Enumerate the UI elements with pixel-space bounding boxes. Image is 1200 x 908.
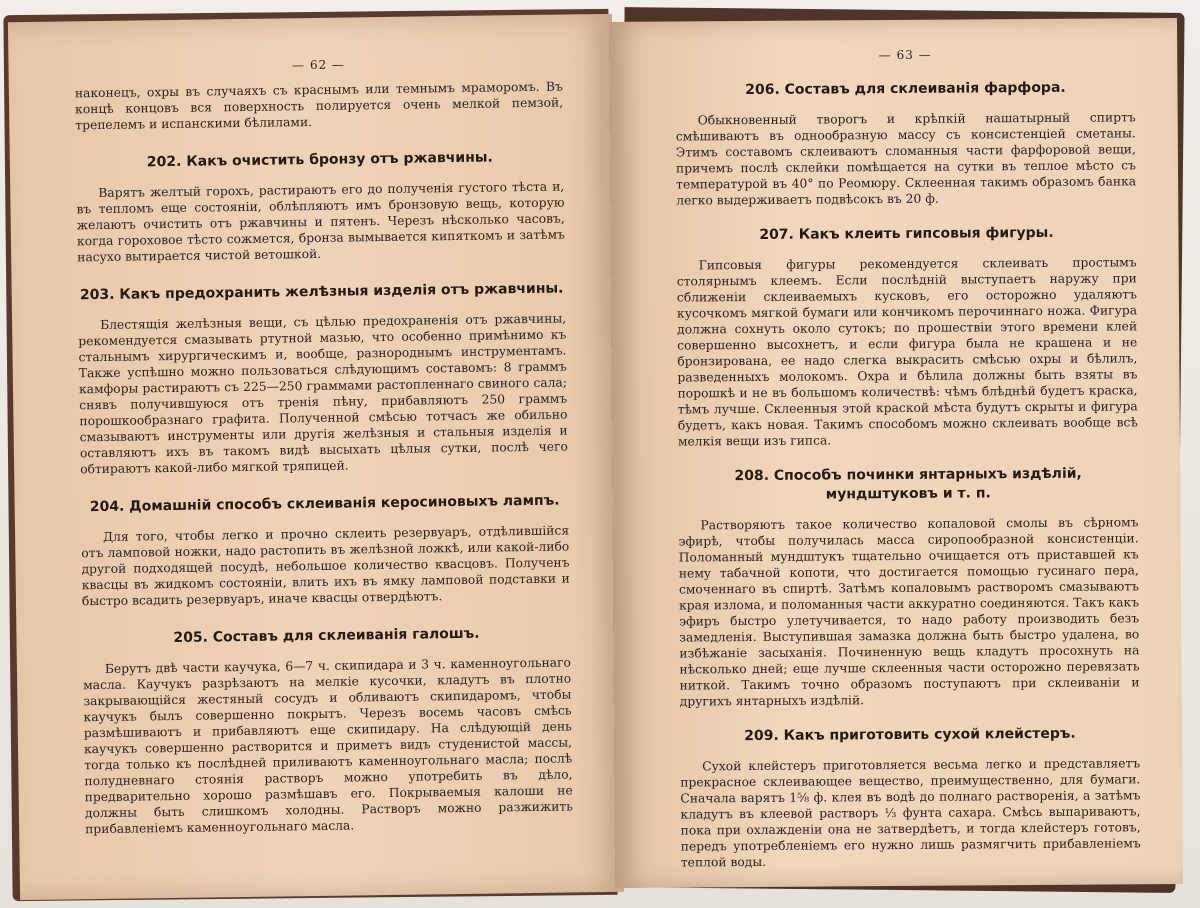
section-text-202: Варятъ желтый горохъ, растираютъ его до полученія густого тѣста и, въ тепломъ еще состояніи, облѣпляютъ имъ бронзовую вещь, которую желаютъ очистить отъ ржавчины и пятенъ. Черезъ нѣсколько часовъ, когда гороховое тѣсто сожмется, бронза вымывается кипяткомъ и затѣмъ насухо вытирается чистой ветошкой. xyxy=(76,179,566,265)
page-number: — 63 — xyxy=(878,47,932,63)
section-heading-206: 206. Составъ для склеиванія фарфора. xyxy=(745,79,1066,99)
section-text-206: Обыкновенный творогъ и крѣпкій нашатырный спиртъ смѣшиваютъ въ однообразную массу съ консистенціей сметаны. Этимъ составомъ склеиваютъ сломанныя части фарфоровой вещи, причемъ послѣ склейки помѣщается на сутки въ теплое мѣсто съ температурой въ 40° по Реомюру. Склеенная такимъ образомъ банка легко выдерживаетъ подвѣсокъ въ 20 ф. xyxy=(675,110,1137,208)
section-heading-208: 208. Способъ починки янтарныхъ издѣлій, мундштуковъ и т. п. xyxy=(734,465,1082,503)
section-heading-203: 203. Какъ предохранить желѣзныя изделія отъ ржавчины. xyxy=(79,280,564,304)
section-heading-207: 207. Какъ клеить гипсовыя фигуры. xyxy=(759,224,1054,243)
section-text-205: Берутъ двѣ части каучука, 6—7 ч. скипидара и 3 ч. каменноугольнаго масла. Каучукъ разрѣзаютъ на мелкіе кусочки, кладутъ въ плотно закрывающійся жестяный сосудъ и обливаютъ скипидаромъ, чтобы каучукъ былъ совершенно покрытъ. Черезъ восемь часовъ смѣсь размѣшиваютъ и прибавляютъ еще скипидару. На слѣдующій день каучукъ совершенно растворится и приметъ видъ студенистой массы, тогда только къ послѣдней приливаютъ каменноугольнаго масла; послѣ полудневнаго стоянія растворъ можно употребить въ дѣло, предварительно хорошо размѣшавъ его. Покрываемыя калоши не должны быть слишкомъ холодны. Растворъ можно разжижить прибавленіемъ каменноугольнаго масла. xyxy=(83,655,574,837)
section-heading-205: 205. Составъ для склеиванія галошъ. xyxy=(173,625,480,647)
page-number: — 62 — xyxy=(291,57,346,73)
section-text-207: Гипсовыя фигуры рекомендуется склеивать простымъ столярнымъ клеемъ. Если послѣдній выступаетъ наружу при сближеніи склеиваемыхъ кусковъ, его осторожно удаляютъ кусочкомъ мягкой бумаги или кончикомъ перочиннаго ножа. Фигура должна сохнуть около сутокъ; по прошествіи этого времени клей совершенно высохнетъ, и если фигура была не крашена и не бронзирована, ее надо слегка выкрасить смѣсью охры и бѣлилъ, разведенныхъ молокомъ. Охра и бѣлила должны быть взяты въ порошкѣ и не въ большомъ количествѣ: чѣмъ блѣднѣй будетъ краска, тѣмъ лучше. Склеенныя этой краской мѣста будутъ скрыты и фигура будетъ, какъ новая. Такимъ способомъ можно склеивать вообще всѣ мелкія вещи изъ гипса. xyxy=(676,255,1138,449)
section-heading-204: 204. Домашній способъ склеиванія керосиновыхъ лампъ. xyxy=(89,492,560,516)
right-page xyxy=(609,18,1183,888)
left-page xyxy=(8,14,624,900)
section-heading-209: 209. Какъ приготовить сухой клейстеръ. xyxy=(744,725,1076,745)
intro-paragraph: наконецъ, охры въ случаяхъ съ краснымъ или темнымъ мраморомъ. Въ концѣ концовъ вся поверхность полируется очень мелкой пемзой, треπелемъ и испанскими бѣлилами. xyxy=(74,79,564,133)
section-text-209: Сухой клейстеръ приготовляется весьма легко и представляетъ прекрасное склеивающее вещество, преимущественно, для бумаги. Сначала варятъ 1⅝ ф. клея въ водѣ до полнаго растворенія, а затѣмъ кладутъ въ клеевой растворъ ⅓ фунта сахара. Смѣсь выпариваютъ, пока при охлажденіи она не затвердѣетъ, и тогда клейстеръ готовъ, передъ употребленіемъ его нужно лишь размягчить прибавленіемъ теплой воды. xyxy=(680,756,1141,870)
section-text-203: Блестящія желѣзныя вещи, съ цѣлью предохраненія отъ ржавчины, рекомендуется смазывать ртутной мазью, что особенно примѣнимо къ стальнымъ хирургическимъ и, вообще, разнороднымъ инструментамъ. Также успѣшно можно пользоваться слѣдующимъ составомъ: 8 граммъ камфоры растираютъ съ 225—250 граммами растопленнаго свиного сала; снявъ получившуюся отъ тренія пѣну, прибавляютъ 250 граммъ порошкообразнаго графита. Полученной смѣсью тотчасъ же обильно смазываютъ инструменты или другія желѣзныя и стальныя изделія и оставляютъ ихъ въ такомъ видѣ высыхать цѣлыя сутки, послѣ чего обтираютъ какой-либо мягкой тряпицей. xyxy=(78,311,568,477)
section-heading-202: 202. Какъ очистить бронзу отъ ржавчины. xyxy=(146,149,493,171)
section-text-208: Растворяютъ такое количество копаловой смолы въ сѣрномъ эфирѣ, чтобы получилась масса сиропообразной консистенціи. Поломанный мундштукъ тщательно очищается отъ приставшей къ нему табачной копоти, что достигается помощью гусинаго пера, смоченнаго въ спиртѣ. Затѣмъ копаловымъ растворомъ смазываютъ края излома, и поломанныя части аккуратно соединяются. Такъ какъ эфиръ быстро улетучивается, то надо работу производить безъ замедленія. Выступившая замазка должна быть быстро удалена, во избѣжаніе засыханія. Починенную вещь кладутъ просохнуть на нѣсколько дней; еще лучше склеенныя части осторожно перевязать ниткой. Такимъ точно образомъ поступаютъ при склеиваніи и другихъ янтарныхъ издѣлій. xyxy=(678,515,1140,709)
section-text-204: Для того, чтобы легко и прочно склеить резервуаръ, отдѣлившійся отъ ламповой ножки, надо растопить въ желѣзной ложкѣ, или какой-либо другой подходящей посудѣ, небольшое количество квасцовъ. Полученъ квасцы въ жидкомъ состояніи, влить ихъ въ ямку ламповой подставки и быстро всадить резервуаръ, иначе квасцы отвердѣютъ. xyxy=(81,523,570,609)
